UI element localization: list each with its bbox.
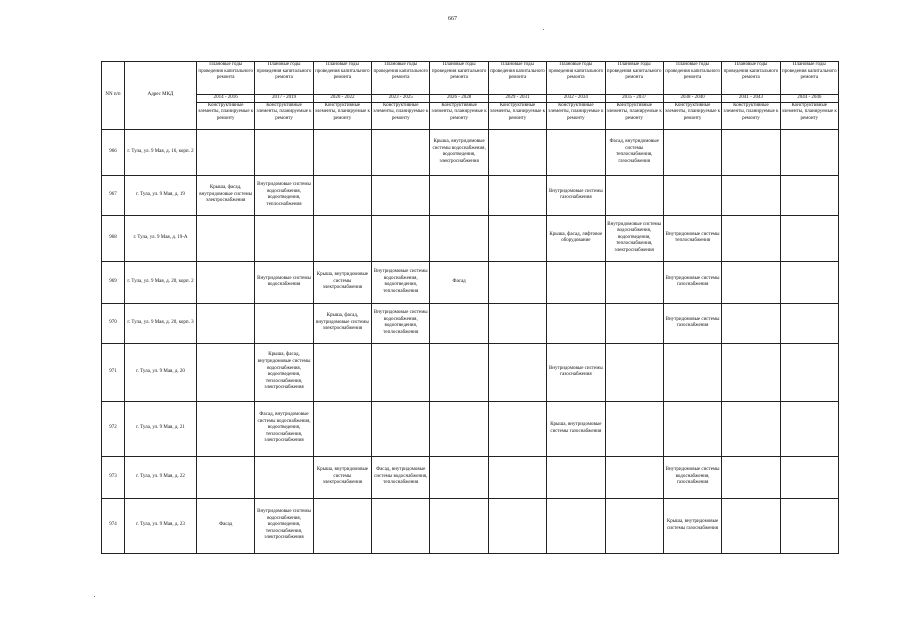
repair-elements-cell: Фасад <box>430 261 488 303</box>
header-period-title: Плановые годы проведения капитального ремонта <box>722 62 780 95</box>
repair-elements-cell <box>780 343 838 401</box>
repair-elements-cell <box>313 498 371 553</box>
table-row <box>102 498 839 553</box>
repair-elements-cell <box>372 343 430 401</box>
repair-elements-cell <box>197 303 255 343</box>
repair-elements-cell <box>488 343 546 401</box>
repair-elements-cell: Крыша, внутридомовые системы электроснабжения <box>313 456 371 498</box>
repair-elements-cell <box>547 303 605 343</box>
header-period-title: Плановые годы проведения капитального ремонта <box>605 62 663 95</box>
header-row-title <box>102 62 839 95</box>
header-period-title: Плановые годы проведения капитального ремонта <box>430 62 488 95</box>
table-row <box>102 215 839 261</box>
repair-elements-cell <box>780 261 838 303</box>
capital-repair-table <box>101 61 839 554</box>
repair-elements-cell <box>663 175 721 215</box>
row-address: г. Тула, ул. 9 Мая, д. 19-А <box>125 215 197 261</box>
repair-elements-cell <box>663 343 721 401</box>
repair-elements-cell <box>722 498 780 553</box>
table-body <box>102 129 839 553</box>
row-address: г. Тула, ул. 9 Мая, д. 21 <box>125 401 197 456</box>
repair-elements-cell <box>197 261 255 303</box>
repair-elements-cell <box>372 175 430 215</box>
repair-elements-cell <box>605 498 663 553</box>
row-number: 966 <box>102 129 125 175</box>
repair-elements-cell <box>197 456 255 498</box>
repair-elements-cell <box>547 129 605 175</box>
repair-elements-cell <box>605 456 663 498</box>
header-period-title: Плановые годы проведения капитального ремонта <box>780 62 838 95</box>
repair-elements-cell <box>722 175 780 215</box>
header-period-title: Плановые годы проведения капитального ремонта <box>255 62 313 95</box>
row-address: г. Тула, ул. 9 Мая, д. 20, корп. 3 <box>125 303 197 343</box>
row-number: 969 <box>102 261 125 303</box>
repair-elements-cell <box>488 261 546 303</box>
repair-elements-cell: Крыша, фасад, внутридомовые системы водоснабжения, водоотведения, теплоснабжения, электроснабжения <box>255 343 313 401</box>
header-years: 2017 - 2019 <box>255 95 313 103</box>
header-period-title: Плановые годы проведения капитального ремонта <box>197 62 255 95</box>
header-elements: Конструктивные элементы, планируемые к ремонту <box>780 102 838 129</box>
repair-elements-cell <box>313 129 371 175</box>
repair-elements-cell <box>430 401 488 456</box>
header-years: 2032 - 2034 <box>547 95 605 103</box>
repair-elements-cell <box>488 303 546 343</box>
table-row <box>102 401 839 456</box>
repair-elements-cell <box>488 498 546 553</box>
header-years: 2038 - 2040 <box>663 95 721 103</box>
repair-elements-cell <box>722 129 780 175</box>
repair-elements-cell <box>372 215 430 261</box>
repair-elements-cell <box>605 175 663 215</box>
header-elements: Конструктивные элементы, планируемые к ремонту <box>372 102 430 129</box>
repair-elements-cell: Внутридомовые системы газоснабжения <box>663 303 721 343</box>
repair-elements-cell <box>430 215 488 261</box>
repair-elements-cell <box>255 456 313 498</box>
repair-elements-cell <box>663 129 721 175</box>
header-elements: Конструктивные элементы, планируемые к ремонту <box>197 102 255 129</box>
repair-elements-cell <box>197 401 255 456</box>
repair-elements-cell <box>780 456 838 498</box>
repair-elements-cell <box>255 303 313 343</box>
table-row <box>102 129 839 175</box>
repair-elements-cell <box>722 401 780 456</box>
table-row <box>102 175 839 215</box>
repair-elements-cell <box>372 401 430 456</box>
header-elements: Конструктивные элементы, планируемые к ремонту <box>488 102 546 129</box>
header-elements: Конструктивные элементы, планируемые к ремонту <box>663 102 721 129</box>
header-years: 2029 - 2031 <box>488 95 546 103</box>
repair-elements-cell: Внутридомовые системы водоснабжения, водоотведения, теплоснабжения <box>372 303 430 343</box>
header-period-title: Плановые годы проведения капитального ремонта <box>372 62 430 95</box>
repair-elements-cell <box>547 498 605 553</box>
repair-elements-cell <box>722 303 780 343</box>
repair-elements-cell <box>313 215 371 261</box>
repair-elements-cell <box>372 498 430 553</box>
repair-elements-cell: Крыша, фасад, лифтовое оборудование <box>547 215 605 261</box>
repair-elements-cell: Внутридомовые системы водоснабжения, газоснабжения <box>663 456 721 498</box>
repair-elements-cell: Внутридомовые системы водоснабжения, водоотведения, теплоснабжения, электроснабжения <box>255 498 313 553</box>
repair-elements-cell <box>780 215 838 261</box>
repair-elements-cell: Фасад, внутридомовые системы теплоснабжения, газоснабжения <box>605 129 663 175</box>
row-number: 973 <box>102 456 125 498</box>
repair-elements-cell: Внутридомовые системы газоснабжения <box>663 261 721 303</box>
repair-elements-cell <box>313 175 371 215</box>
repair-elements-cell: Внутридомовые системы водоснабжения <box>255 261 313 303</box>
header-years: 2026 - 2028 <box>430 95 488 103</box>
header-elements: Конструктивные элементы, планируемые к ремонту <box>547 102 605 129</box>
header-nn: NN п/п <box>102 62 125 130</box>
repair-elements-cell <box>430 303 488 343</box>
repair-elements-cell <box>605 261 663 303</box>
repair-elements-cell <box>663 401 721 456</box>
repair-elements-cell <box>488 401 546 456</box>
repair-elements-cell: Крыша, фасад, внутридомовые системы электроснабжения <box>313 303 371 343</box>
header-row-elements <box>102 102 839 129</box>
repair-elements-cell: Крыша, внутридомовые системы электроснабжения <box>313 261 371 303</box>
repair-elements-cell: Фасад <box>197 498 255 553</box>
repair-elements-cell <box>780 401 838 456</box>
page-number: 667 <box>448 16 457 22</box>
header-elements: Конструктивные элементы, планируемые к ремонту <box>430 102 488 129</box>
header-elements: Конструктивные элементы, планируемые к ремонту <box>313 102 371 129</box>
repair-elements-cell <box>197 343 255 401</box>
repair-elements-cell: Фасад, внутридомовые системы водоснабжения, теплоснабжения <box>372 456 430 498</box>
row-number: 971 <box>102 343 125 401</box>
repair-elements-cell <box>313 401 371 456</box>
row-number: 974 <box>102 498 125 553</box>
repair-elements-cell <box>780 303 838 343</box>
repair-elements-cell: Внутридомовые системы водоснабжения, водоотведения, теплоснабжения <box>372 261 430 303</box>
row-number: 972 <box>102 401 125 456</box>
repair-elements-cell <box>372 129 430 175</box>
scan-speck <box>543 29 544 30</box>
row-address: г. Тула, ул. 9 Мая, д. 19 <box>125 175 197 215</box>
repair-elements-cell: Крыша, фасад, внутридомовые системы электроснабжения <box>197 175 255 215</box>
repair-elements-cell <box>488 175 546 215</box>
header-years: 2044 - 2046 <box>780 95 838 103</box>
repair-elements-cell <box>313 343 371 401</box>
repair-elements-cell <box>255 129 313 175</box>
row-address: г. Тула, ул. 9 Мая, д. 20 <box>125 343 197 401</box>
header-years: 2041 - 2043 <box>722 95 780 103</box>
row-number: 968 <box>102 215 125 261</box>
repair-elements-cell <box>780 129 838 175</box>
repair-elements-cell <box>488 215 546 261</box>
repair-elements-cell: Крыша, внутридомовые системы газоснабжения <box>547 401 605 456</box>
repair-elements-cell <box>197 215 255 261</box>
repair-elements-cell: Внутридомовые системы газоснабжения <box>547 343 605 401</box>
repair-elements-cell <box>722 261 780 303</box>
row-number: 970 <box>102 303 125 343</box>
repair-elements-cell <box>488 456 546 498</box>
repair-elements-cell <box>547 456 605 498</box>
row-address: г. Тула, ул. 9 Мая, д. 23 <box>125 498 197 553</box>
header-period-title: Плановые годы проведения капитального ремонта <box>488 62 546 95</box>
table-row <box>102 303 839 343</box>
repair-elements-cell: Крыша, внутридомовые системы газоснабжения <box>663 498 721 553</box>
header-years: 2014 - 2016 <box>197 95 255 103</box>
repair-elements-cell <box>547 261 605 303</box>
row-address: г. Тула, ул. 9 Мая, д. 22 <box>125 456 197 498</box>
repair-elements-cell <box>255 215 313 261</box>
header-elements: Конструктивные элементы, планируемые к ремонту <box>605 102 663 129</box>
row-address: г. Тула, ул. 9 Мая, д. 20, корп. 2 <box>125 261 197 303</box>
header-period-title: Плановые годы проведения капитального ремонта <box>547 62 605 95</box>
repair-elements-cell: Крыша, внутридомовые системы водоснабжения, водоотведения, электроснабжения <box>430 129 488 175</box>
scan-speck <box>94 596 95 597</box>
header-elements: Конструктивные элементы, планируемые к ремонту <box>255 102 313 129</box>
repair-elements-cell <box>430 456 488 498</box>
row-number: 967 <box>102 175 125 215</box>
repair-elements-cell <box>722 343 780 401</box>
row-address: г. Тула, ул. 9 Мая, д. 16, корп. 2 <box>125 129 197 175</box>
header-elements: Конструктивные элементы, планируемые к ремонту <box>722 102 780 129</box>
header-address: Адрес МКД <box>125 62 197 130</box>
header-row-years <box>102 95 839 103</box>
repair-elements-cell <box>197 129 255 175</box>
repair-elements-cell <box>780 498 838 553</box>
repair-elements-cell <box>430 175 488 215</box>
repair-elements-cell <box>430 343 488 401</box>
repair-elements-cell: Внутридомовые системы водоснабжения, водоотведения, теплоснабжения <box>255 175 313 215</box>
header-years: 2023 - 2025 <box>372 95 430 103</box>
repair-elements-cell <box>605 303 663 343</box>
header-years: 2020 - 2022 <box>313 95 371 103</box>
repair-elements-cell <box>780 175 838 215</box>
table-row <box>102 261 839 303</box>
header-years: 2035 - 2037 <box>605 95 663 103</box>
repair-elements-cell <box>605 343 663 401</box>
repair-elements-cell: Внутридомовые системы водоснабжения, водоотведения, теплоснабжения, электроснабжения <box>605 215 663 261</box>
table-row <box>102 456 839 498</box>
repair-elements-cell: Фасад, внутридомовые системы водоснабжения, водоотведения, теплоснабжения, электроснабжения <box>255 401 313 456</box>
repair-elements-cell <box>605 401 663 456</box>
repair-elements-cell <box>722 215 780 261</box>
repair-elements-cell <box>722 456 780 498</box>
repair-elements-cell: Внутридомовые системы теплоснабжения <box>663 215 721 261</box>
header-period-title: Плановые годы проведения капитального ремонта <box>313 62 371 95</box>
table-row <box>102 343 839 401</box>
repair-elements-cell: Внутридомовые системы газоснабжения <box>547 175 605 215</box>
repair-elements-cell <box>488 129 546 175</box>
repair-elements-cell <box>430 498 488 553</box>
header-period-title: Плановые годы проведения капитального ремонта <box>663 62 721 95</box>
